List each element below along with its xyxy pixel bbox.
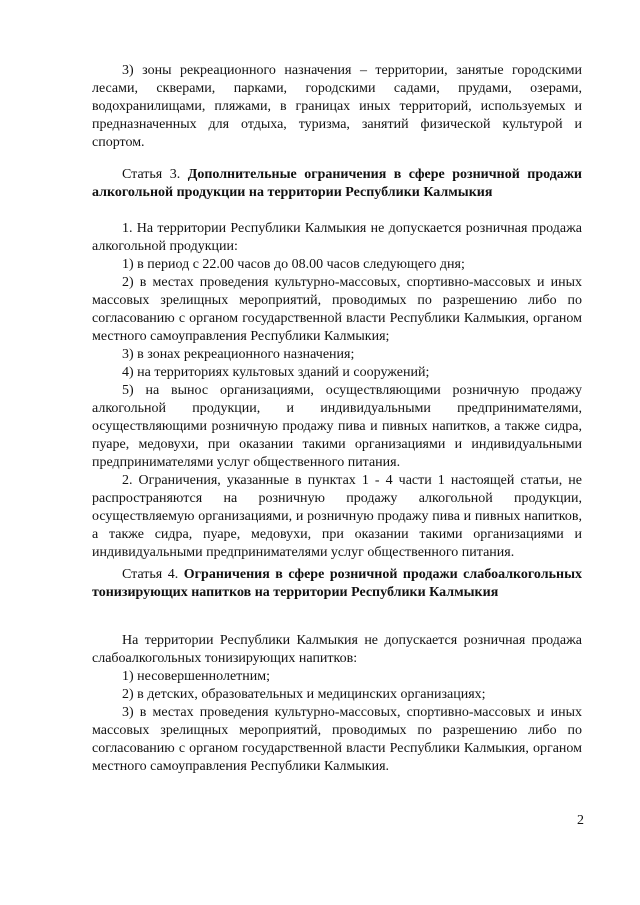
zones-paragraph xyxy=(92,62,582,152)
article-4-heading xyxy=(92,566,582,602)
zones-line-3: водохранилищами, пляжами, в границах иных территорий, используемых и xyxy=(92,99,582,114)
zones-line-5: спортом. xyxy=(92,135,145,150)
article-4-body xyxy=(92,632,582,776)
article-4-title: Ограничения в сфере розничной продажи слабоалкогольных тонизирующих напитков на территории Республики Калмыкия xyxy=(92,567,583,600)
zones-line-1: 3) зоны рекреационного назначения – территории, занятые городскими xyxy=(122,63,582,78)
article-3-prefix: Статья 3. xyxy=(122,167,181,182)
article-3-body xyxy=(92,220,582,562)
article-4-item-3: 3) в местах проведения культурно-массовых, спортивно-массовых и иных массовых зрелищных мероприятий, проводимых по разрешению либо по согласованию с органом государственной власти Республики Калмыкия, органом местного самоуправления Республики Калмыкия. xyxy=(92,705,582,774)
page-number: 2 xyxy=(577,813,584,828)
article-4-item-2: 2) в детских, образовательных и медицинских организациях; xyxy=(122,687,486,702)
article-3-heading xyxy=(92,166,582,202)
article-3-title: Дополнительные ограничения в сфере розничной продажи алкогольной продукции на территории Республики Калмыкия xyxy=(92,167,582,200)
article-4-intro: На территории Республики Калмыкия не допускается розничная продажа слабоалкогольных тонизирующих напитков: xyxy=(92,633,582,666)
article-3-part-2: 2. Ограничения, указанные в пунктах 1 - 4 части 1 настоящей статьи, не распространяются на розничную продажу алкогольной продукции, осуществляемую организациями, и розничную продажу пива и пивных напитков, а также сидра, пуаре, медовухи, при оказании такими организациями и индивидуальными предпринимателями услуг общественного питания. xyxy=(92,473,582,560)
article-3-part-1: 1. На территории Республики Калмыкия не допускается розничная продажа алкогольной продукции: xyxy=(92,221,582,254)
zones-line-2: лесами, скверами, парками, городскими садами, прудами, озерами, xyxy=(92,81,582,96)
article-4-prefix: Статья 4. xyxy=(122,567,179,582)
article-4-item-1: 1) несовершеннолетним; xyxy=(122,669,271,684)
article-3-item-4: 4) на территориях культовых зданий и сооружений; xyxy=(122,365,430,380)
article-3-item-2: 2) в местах проведения культурно-массовых, спортивно-массовых и иных массовых зрелищных мероприятий, проводимых по разрешению либо по согласованию с органом государственной власти Республики Калмыкия, органом местного самоуправления Республики Калмыкия; xyxy=(92,275,582,344)
zones-line-4: предназначенных для отдыха, туризма, занятий физической культурой и xyxy=(92,117,582,132)
article-4-heading-text xyxy=(92,566,582,602)
article-3-item-5: 5) на вынос организациями, осуществляющими розничную продажу алкогольной продукции, и индивидуальными предпринимателями, осуществляющими розничную продажу пива и пивных напитков, а также сидра, пуаре, медовухи, при оказании такими организациями и индивидуальными предпринимателями услуг общественного питания. xyxy=(92,383,582,470)
article-3-item-3: 3) в зонах рекреационного назначения; xyxy=(122,347,355,362)
article-3-heading-text xyxy=(92,166,582,202)
article-3-item-1: 1) в период с 22.00 часов до 08.00 часов следующего дня; xyxy=(122,257,465,272)
